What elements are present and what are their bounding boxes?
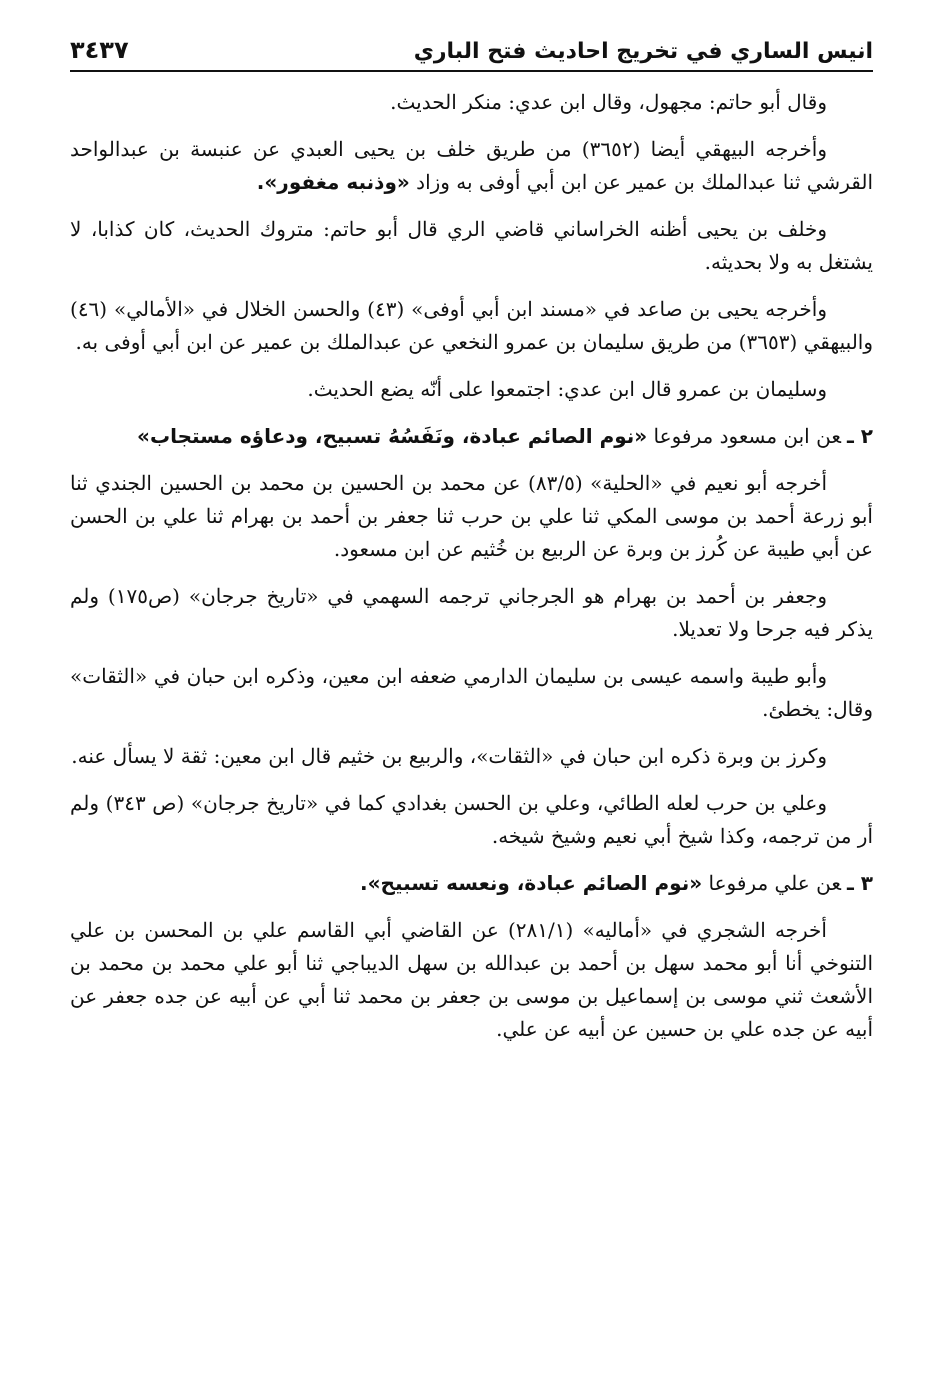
paragraph: وقال أبو حاتم: مجهول، وقال ابن عدي: منكر الحديث. — [390, 90, 827, 114]
paragraph: وأخرجه يحيى بن صاعد في «مسند ابن أبي أوفى» (٤٣) والحسن الخلال في «الأمالي» (٤٦) والبيهقي (٣٦٥٣) من طريق سليمان بن عمرو النخعي عن عبدالملك بن عمير عن ابن أبي أوفى به. — [70, 297, 873, 354]
page-header — [70, 30, 873, 72]
paragraph: أخرجه أبو نعيم في «الحلية» (٨٣/٥) عن محمد بن الحسين بن محمد بن الحسين الجندي ثنا أبو زرعة أحمد بن موسى المكي ثنا علي بن حرب ثنا جعفر بن أحمد بن بهرام ثنا علي بن الحسن عن أبي طيبة عن كُرز بن وبرة عن الربيع بن خُثيم عن ابن مسعود. — [70, 471, 873, 561]
page-content — [70, 86, 873, 1046]
paragraph: وخلف بن يحيى أظنه الخراساني قاضي الري قال أبو حاتم: متروك الحديث، كان كذابا، لا يشتغل به ولا بحديثه. — [70, 217, 873, 274]
paragraph: وسليمان بن عمرو قال ابن عدي: اجتمعوا على أنّه يضع الحديث. — [307, 377, 827, 401]
paragraph: وجعفر بن أحمد بن بهرام هو الجرجاني ترجمه السهمي في «تاريخ جرجان» (ص١٧٥) ولم يذكر فيه جرحا ولا تعديلا. — [70, 584, 873, 641]
paragraph: وكرز بن وبرة ذكره ابن حبان في «الثقات»، والربيع بن خثيم قال ابن معين: ثقة لا يسأل عنه. — [71, 744, 827, 768]
paragraph: وأخرجه البيهقي أيضا (٣٦٥٢) من طريق خلف بن يحيى العبدي عن عنبسة بن عبدالواحد القرشي ثنا عبدالملك بن عمير عن ابن أبي أوفى به وزاد «وذنبه مغفور». — [70, 137, 873, 194]
paragraph: وعلي بن حرب لعله الطائي، وعلي بن الحسن بغدادي كما في «تاريخ جرجان» (ص ٣٤٣) ولم أر من ترجمه، وكذا شيخ أبي نعيم وشيخ شيخه. — [70, 791, 873, 848]
page-number: ٣٤٣٧ — [70, 36, 129, 64]
bold-quote: «نوم الصائم عبادة، ونَفَسُهُ تسبيح، ودعاؤه مستجاب» — [137, 424, 648, 448]
paragraph: وأبو طيبة واسمه عيسى بن سليمان الدارمي ضعفه ابن معين، وذكره ابن حبان في «الثقات» وقال: يخطئ. — [70, 664, 873, 721]
bold-quote: «وذنبه مغفور». — [256, 170, 410, 194]
running-title: انيس الساري في تخريج احاديث فتح الباري — [413, 39, 873, 64]
bold-quote: «نوم الصائم عبادة، ونعسه تسبيح». — [360, 871, 703, 895]
hadith-item-2: ٢ ـعن ابن مسعود مرفوعا «نوم الصائم عبادة، ونَفَسُهُ تسبيح، ودعاؤه مستجاب» — [137, 424, 873, 448]
item-number: ٣ ـ — [846, 871, 873, 895]
hadith-item-3: ٣ ـعن علي مرفوعا «نوم الصائم عبادة، ونعسه تسبيح». — [360, 871, 873, 895]
item-number: ٢ ـ — [846, 424, 873, 448]
paragraph: أخرجه الشجري في «أماليه» (٢٨١/١) عن القاضي أبي القاسم علي بن المحسن بن علي التنوخي أنا أبو محمد سهل بن أحمد بن عبدالله بن سهل الديباجي ثنا أبو علي محمد بن محمد بن الأشعث ثني موسى بن إسماعيل بن موسى بن جعفر بن محمد ثنا أبي عن أبيه عن جده جعفر عن أبيه عن جده علي بن حسين عن أبيه عن علي. — [70, 918, 873, 1041]
